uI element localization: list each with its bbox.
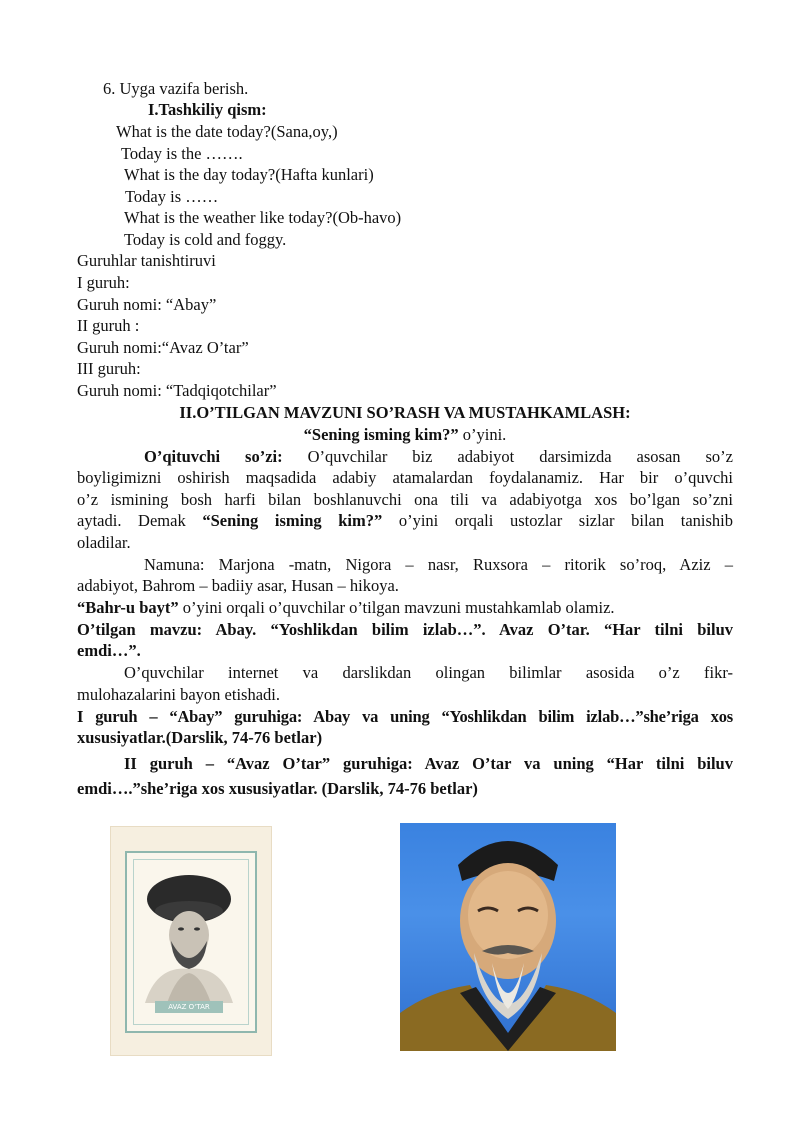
group-1-label: I guruh: [77,273,130,292]
section-heading-review: II.O’TILGAN MAVZUNI SO’RASH VA MUSTAHKAMLASH: [179,403,631,422]
teacher-word-line1: O’qituvchi so’zi: O’quvchilar biz adabiyot darsimizda asosan so’z [144,447,734,466]
group-2-name: Guruh nomi:“Avaz O’tar” [77,338,249,357]
question-day: What is the day today?(Hafta kunlari) [124,165,374,184]
answer-weather: Today is cold and foggy. [124,230,287,249]
question-date: What is the date today?(Sana,oy,) [116,122,338,141]
game-title: “Sening isming kim?” o’yini. [303,425,507,444]
topic-line2: emdi…”. [77,641,141,660]
group-2-task-line2: emdi….”she’riga xos xususiyatlar. (Darslik, 74-76 betlar) [77,779,478,798]
group-2-task-line1: II guruh – “Avaz O’tar” guruhiga: Avaz O’tar va uning “Har tilni biluv [124,754,733,773]
group-2-label: II guruh : [77,316,140,335]
students-line2: mulohazalarini bayon etishadi. [77,685,280,704]
teacher-word-line3: o’z ismining bosh harfi bilan boshlanuvchi ona tili va adabiyotga xos bo’lgan so’zni [77,490,733,509]
example-line1: Namuna: Marjona -matn, Nigora – nasr, Ruxsora – ritorik so’roq, Aziz – [144,555,733,574]
group-3-label: III guruh: [77,359,141,378]
teacher-word-line2: boyligimizni oshirish maqsadida adabiy atamalardan foydalanamiz. Har bir o’quvchi [77,468,733,487]
teacher-word-line5: oladilar. [77,533,131,552]
example-line2: adabiyot, Bahrom – badiiy asar, Husan – hikoya. [77,576,399,595]
group-1-task-line2: xususiyatlar.(Darslik, 74-76 betlar) [77,728,323,747]
group-1-task-line1: I guruh – “Abay” guruhiga: Abay va uning “Yoshlikdan bilim izlab…”she’riga xos [77,707,733,726]
question-weather: What is the weather like today?(Ob-havo) [124,208,402,227]
group-1-name: Guruh nomi: “Abay” [77,295,217,314]
students-line1: O’quvchilar internet va darslikdan olingan bilimlar asosida o’z fikr- [124,663,733,682]
book-cover-portrait-image [110,826,272,1056]
topic-line1: O’tilgan mavzu: Abay. “Yoshlikdan bilim izlab…”. Avaz O’tar. “Har tilni biluv [77,620,733,639]
book-cover-caption: AVAZ O‘TAR [168,1003,210,1011]
poet-portrait-image [400,823,616,1051]
homework-item: 6. Uyga vazifa berish. [103,79,249,98]
bahr-u-bayt-line: “Bahr-u bayt” o’yini orqali o’quvchilar o’tilgan mavzuni mustahkamlab olamiz. [77,598,615,617]
group-3-name: Guruh nomi: “Tadqiqotchilar” [77,381,277,400]
teacher-word-line4: aytadi. Demak “Sening isming kim?” o’yini orqali ustozlar sizlar bilan tanishib [77,511,733,530]
answer-date: Today is the ……. [121,144,243,163]
groups-intro: Guruhlar tanishtiruvi [77,251,216,270]
answer-day: Today is …… [125,187,219,206]
section-heading-organizational: I.Tashkiliy qism: [148,100,267,119]
